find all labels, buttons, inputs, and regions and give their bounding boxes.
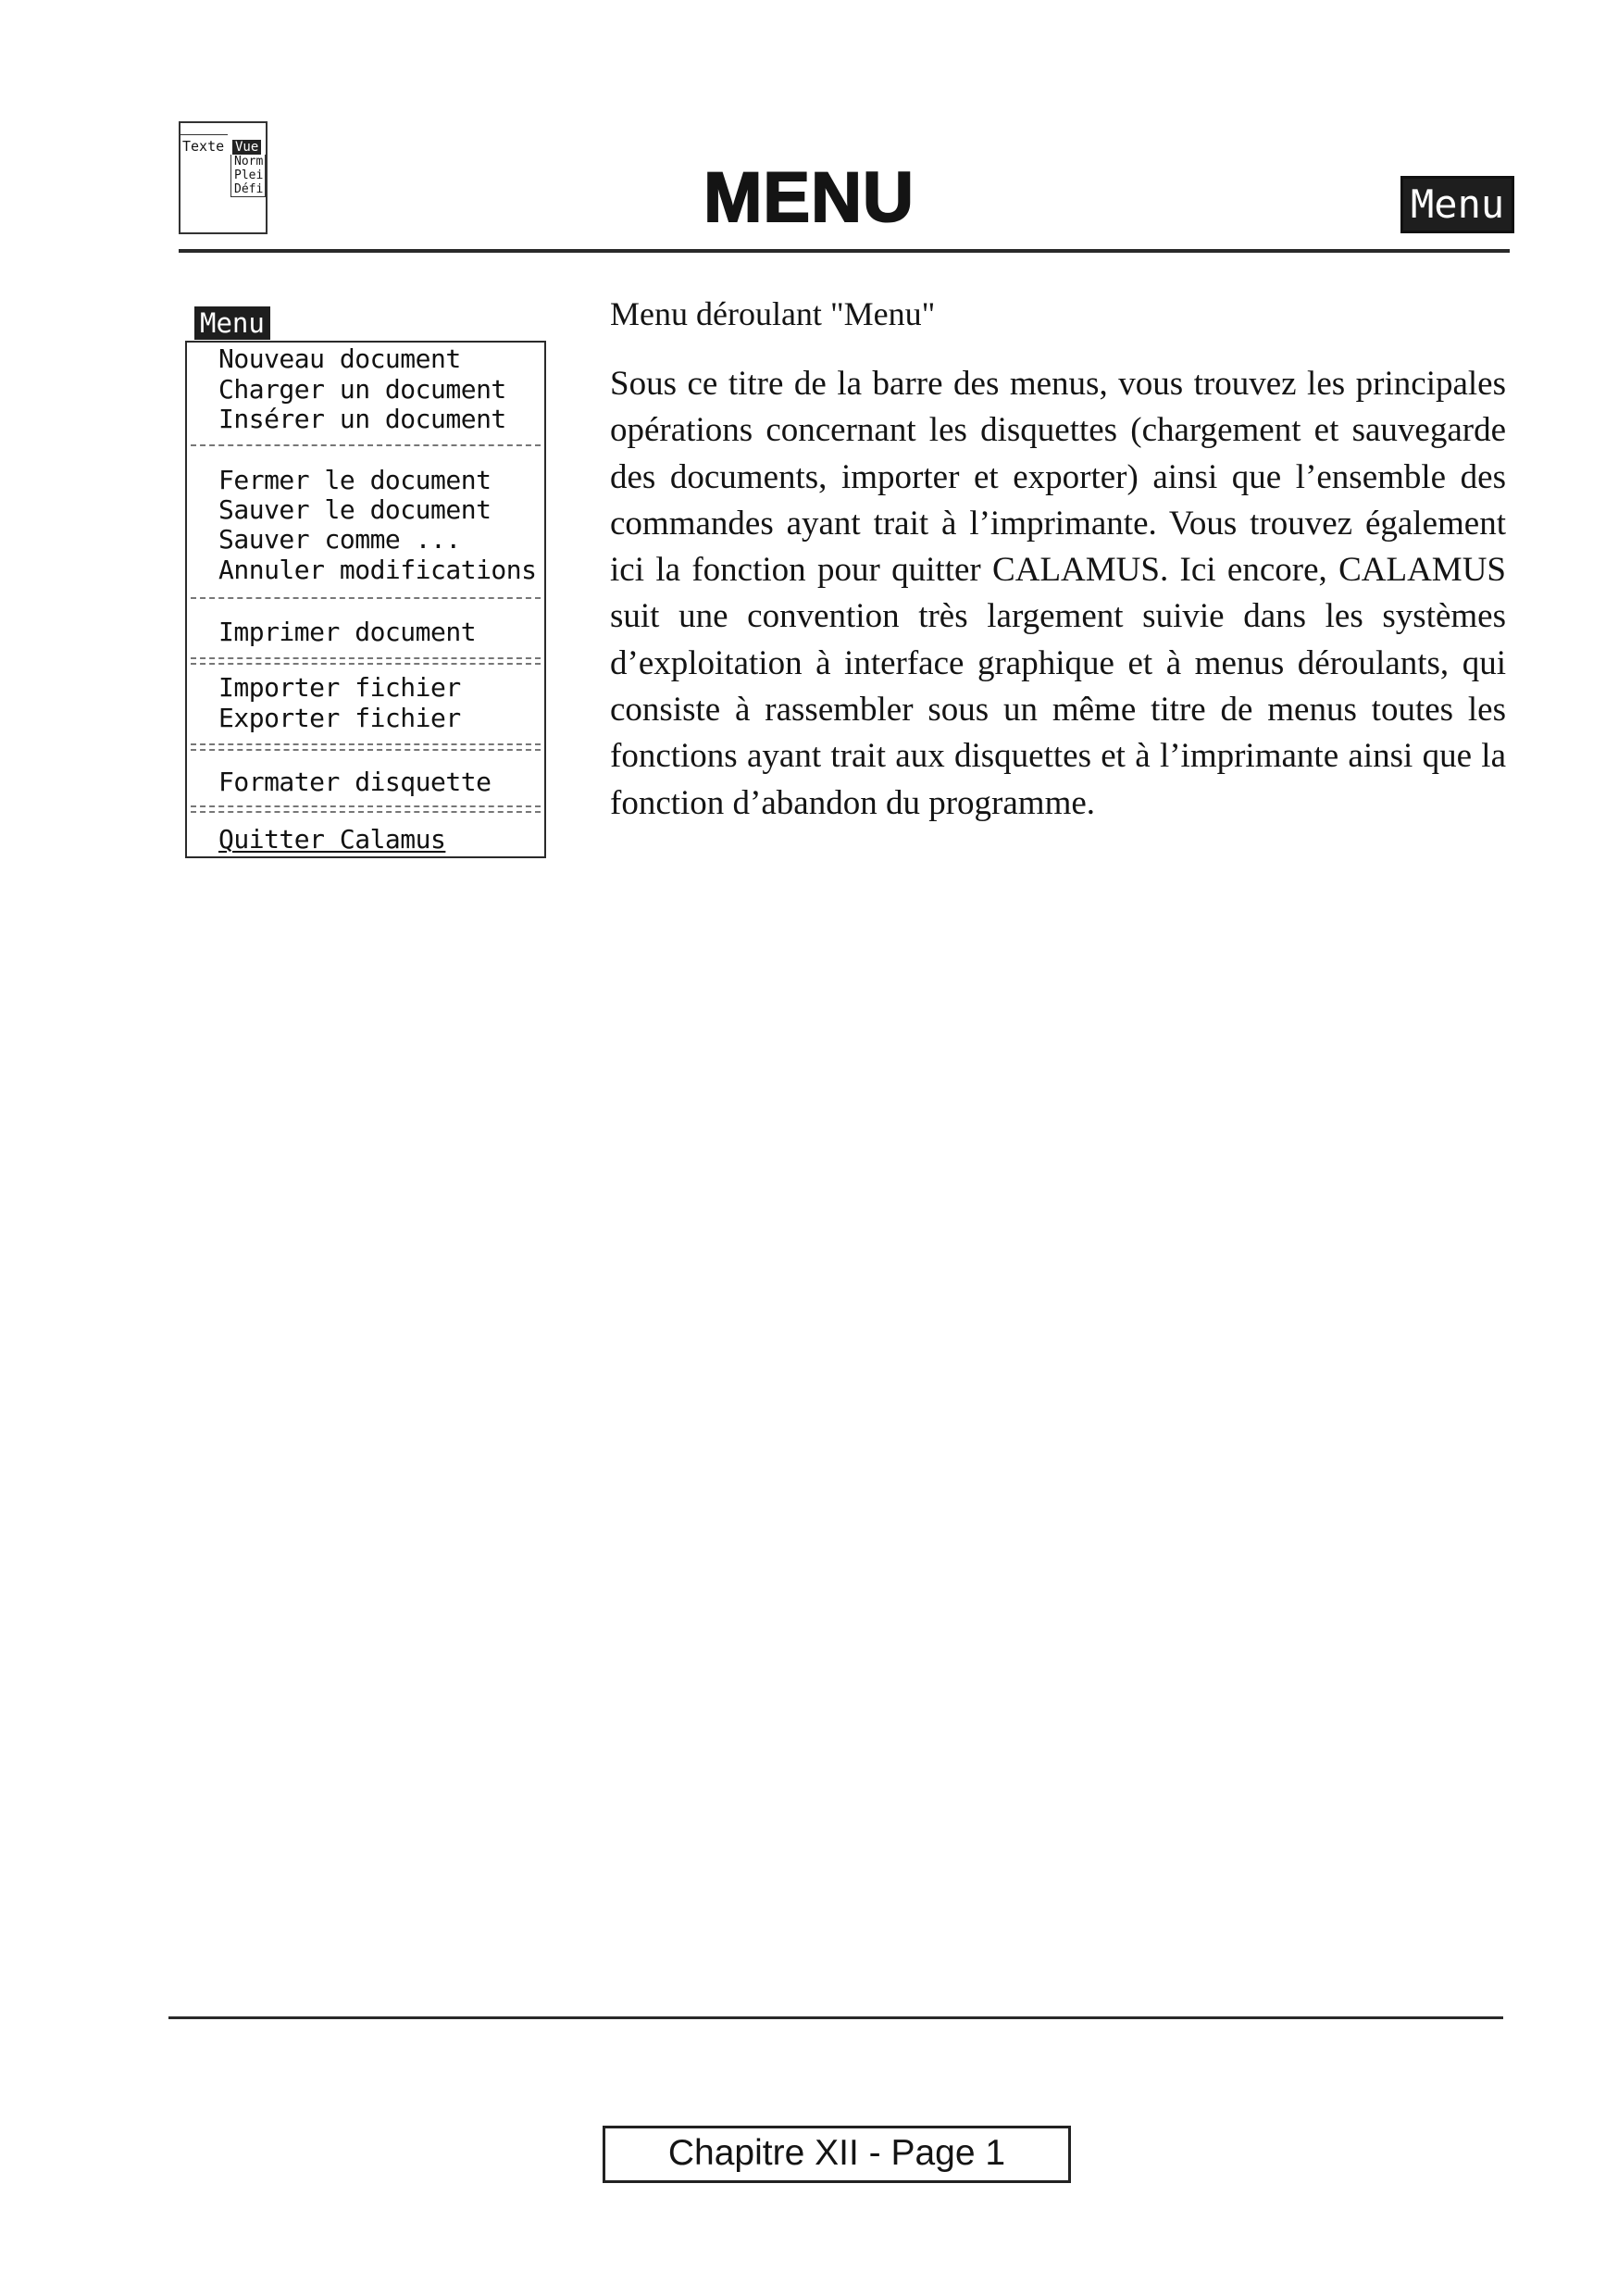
menu-badge: Menu	[1400, 176, 1514, 233]
menu-title-tab: Menu	[194, 306, 270, 340]
menu-separator	[191, 597, 541, 599]
menu-item-annuler-modifications: Annuler modifications	[218, 555, 537, 585]
menu-item-exporter-fichier: Exporter fichier	[218, 703, 461, 733]
mini-submenu-item: Norm	[234, 155, 264, 168]
menu-separator	[191, 743, 541, 745]
menu-item-charger-document: Charger un document	[218, 374, 506, 405]
menu-separator	[191, 805, 541, 807]
header-divider	[179, 249, 1510, 253]
menu-item-importer-fichier: Importer fichier	[218, 672, 461, 703]
mini-submenu-item: Plei	[234, 168, 264, 182]
dropdown-menu-illustration	[185, 341, 546, 858]
menu-separator	[191, 657, 541, 659]
page-title: MENU	[703, 158, 915, 237]
menu-item-inserer-document: Insérer un document	[218, 404, 506, 434]
menu-item-sauver-comme: Sauver comme ...	[218, 524, 461, 555]
mini-submenu-item: Défi	[234, 182, 264, 196]
mini-tab-texte: Texte	[182, 138, 225, 155]
body-paragraph: Sous ce titre de la barre des menus, vous trouvez les principales opérations concernant les disquettes (chargement et sauvegarde des documents, importer et exporter) ainsi que l’ensemble des commandes ayant trait à l’imprimante. Vous trouvez également ici la fonction pour quitter CALAMUS. Ici encore, CALAMUS suit une convention très largement suivie dans les systèmes d’exploitation à interface graphique et à menus déroulants, qui consiste à rassembler sous un même titre de menus toutes les fonctions ayant trait aux disquettes et à l’imprimante ainsi que la fonction d’abandon du programme.	[610, 365, 1506, 822]
section-heading: Menu déroulant "Menu"	[610, 295, 936, 332]
mini-tab-vue: Vue	[232, 140, 261, 155]
menu-item-nouveau-document: Nouveau document	[218, 343, 461, 374]
footer-divider	[168, 2016, 1503, 2019]
menu-separator	[191, 444, 541, 446]
page-footer-label: Chapitre XII - Page 1	[603, 2126, 1071, 2183]
menu-item-fermer-document: Fermer le document	[218, 465, 492, 495]
menu-item-sauver-document: Sauver le document	[218, 494, 492, 525]
menu-item-formater-disquette: Formater disquette	[218, 767, 492, 797]
menu-item-quitter-calamus: Quitter Calamus	[218, 824, 446, 855]
menu-item-imprimer-document: Imprimer document	[218, 617, 477, 647]
